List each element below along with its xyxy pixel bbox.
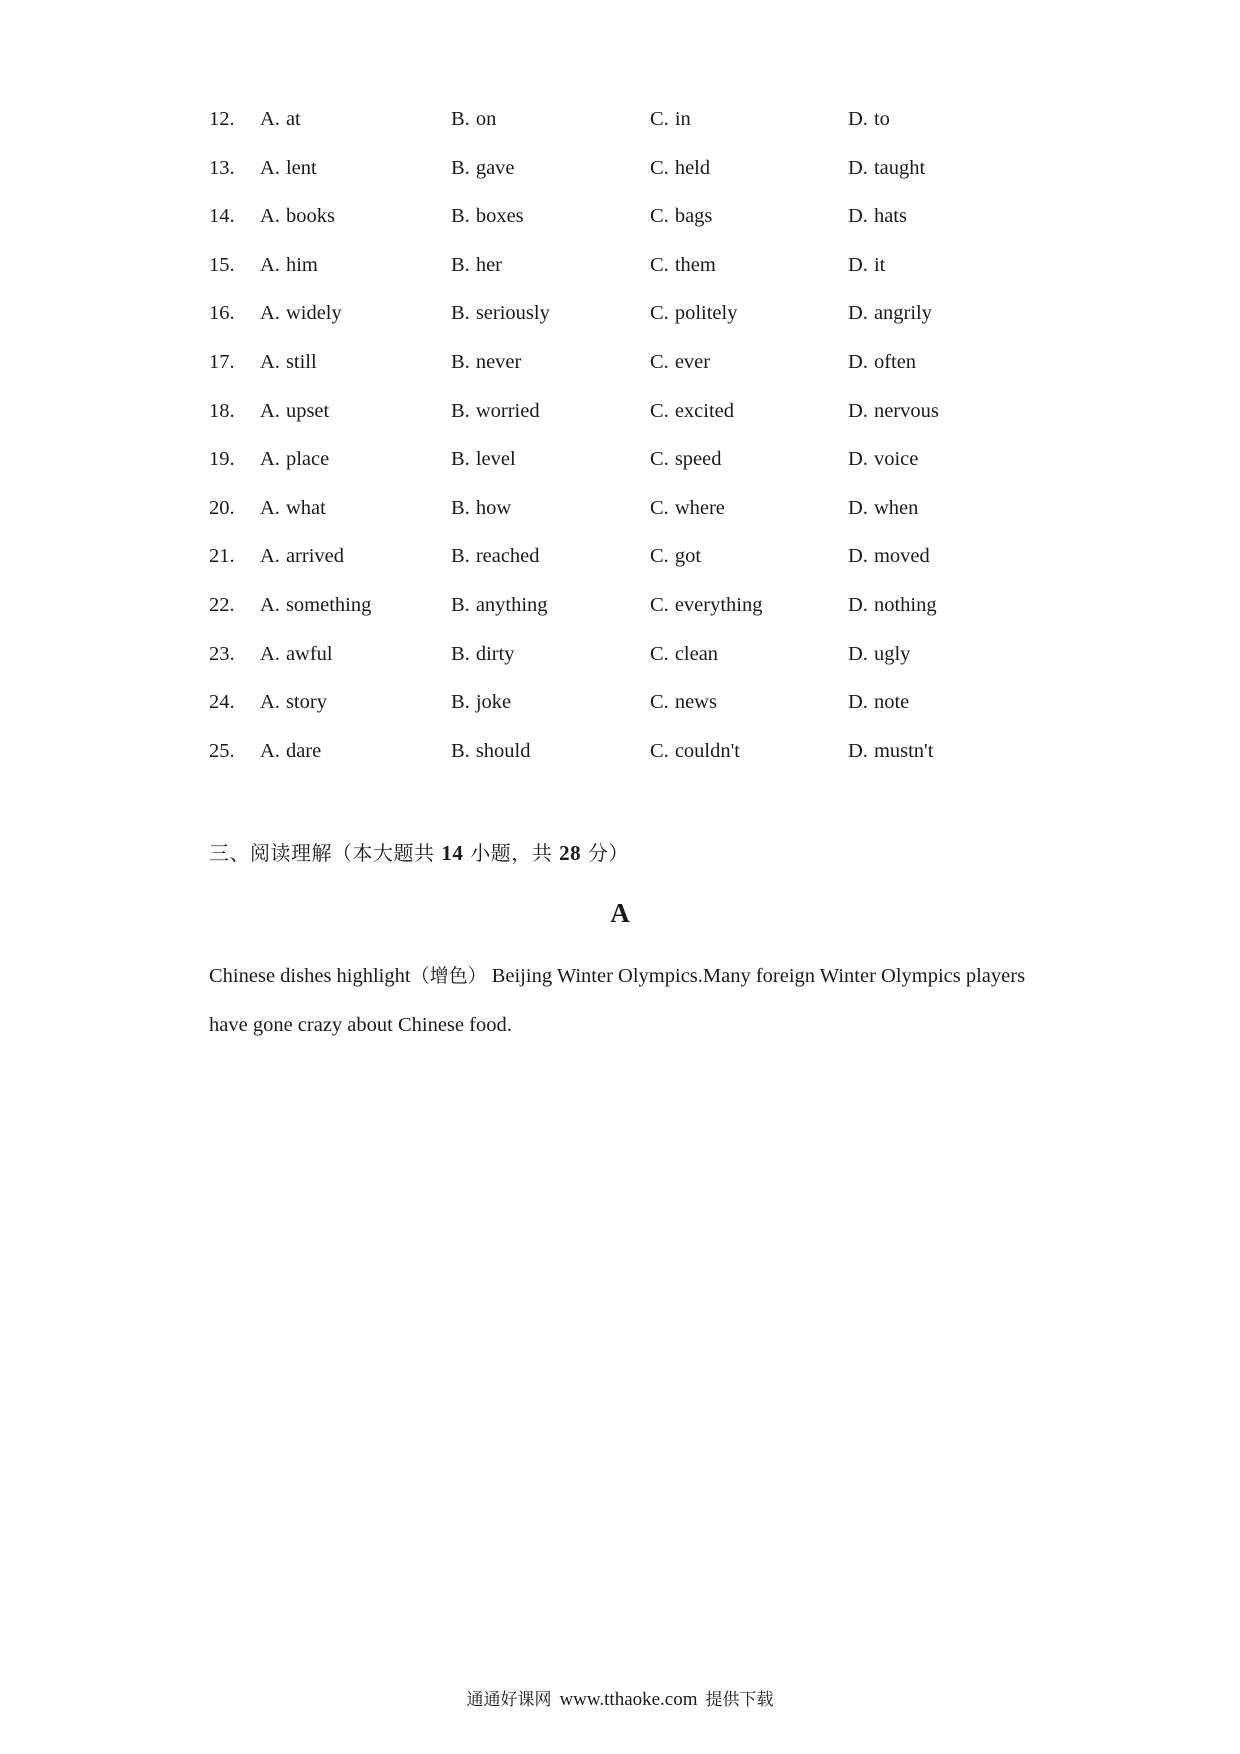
option-text: place (285, 448, 330, 471)
footer (0, 1687, 1240, 1713)
option-text: widely (285, 302, 342, 325)
question-number: 20. (209, 496, 235, 519)
option-text: them (674, 253, 716, 276)
question-row (209, 104, 1029, 134)
question-row (209, 736, 1029, 766)
option-letter: D. (848, 108, 868, 130)
option-text: often (873, 351, 917, 373)
option-text: voice (873, 448, 919, 471)
option-letter: A. (260, 496, 280, 519)
passage-part2: Beijing Winter Olympics.Many foreign Winter Olympics players have gone crazy about Chinese food. (209, 965, 1026, 1036)
question-number: 22. (209, 594, 235, 616)
option-text: speed (674, 448, 722, 471)
section-score: 28 (559, 841, 582, 865)
option-text: her (475, 253, 502, 276)
option-letter: A. (260, 545, 280, 568)
option-a (260, 396, 329, 426)
option-text: it (873, 253, 886, 276)
option-d (848, 396, 939, 426)
question-row (209, 687, 1029, 717)
option-b (451, 639, 515, 669)
option-text: bags (674, 205, 713, 228)
option-text: politely (674, 302, 738, 325)
option-text: angrily (873, 302, 933, 325)
question-row (209, 590, 1029, 620)
question-row (209, 541, 1029, 571)
option-letter: C. (650, 545, 669, 568)
option-text: news (674, 691, 717, 714)
option-letter: A. (260, 739, 280, 762)
option-letter: B. (451, 545, 470, 568)
option-letter: C. (650, 205, 669, 228)
option-letter: B. (451, 739, 470, 762)
option-letter: D. (848, 253, 868, 276)
question-number: 19. (209, 448, 235, 471)
option-letter: D. (848, 642, 868, 665)
option-d (848, 736, 933, 766)
option-letter: D. (848, 545, 868, 568)
question-row (209, 493, 1029, 523)
question-number: 24. (209, 691, 235, 714)
option-letter: B. (451, 691, 470, 714)
option-d (848, 298, 932, 328)
option-letter: B. (451, 496, 470, 519)
option-b (451, 396, 540, 426)
question-row (209, 250, 1029, 280)
option-b (451, 736, 531, 766)
option-letter: C. (650, 642, 669, 665)
option-a (260, 590, 371, 620)
option-letter: C. (650, 253, 669, 276)
option-d (848, 493, 918, 523)
option-c (650, 493, 725, 523)
option-b (451, 250, 502, 280)
option-text: where (674, 496, 725, 519)
option-b (451, 201, 524, 231)
option-text: dirty (475, 642, 515, 665)
option-letter: C. (650, 594, 669, 616)
passage-part1: Chinese dishes highlight (209, 965, 411, 987)
option-b (451, 541, 540, 571)
option-text: joke (475, 691, 512, 714)
option-d (848, 444, 918, 474)
option-text: ever (674, 351, 711, 373)
option-text: held (674, 156, 711, 179)
question-row (209, 347, 1029, 377)
option-letter: D. (848, 594, 868, 616)
option-c (650, 347, 710, 377)
option-letter: A. (260, 156, 280, 179)
option-letter: D. (848, 448, 868, 471)
option-text: couldn't (674, 739, 740, 762)
option-text: mustn't (873, 739, 934, 762)
option-a (260, 153, 317, 183)
option-text: hats (873, 205, 907, 228)
option-a (260, 493, 326, 523)
question-number: 21. (209, 545, 235, 568)
option-b (451, 104, 496, 134)
option-text: nothing (873, 594, 937, 616)
question-number: 17. (209, 351, 235, 373)
option-c (650, 250, 716, 280)
option-letter: D. (848, 691, 868, 714)
passage-title: A (610, 898, 630, 928)
option-letter: B. (451, 642, 470, 665)
option-b (451, 590, 548, 620)
option-a (260, 347, 317, 377)
option-text: something (285, 594, 372, 616)
question-number: 18. (209, 399, 235, 422)
option-c (650, 201, 712, 231)
option-a (260, 639, 333, 669)
option-letter: A. (260, 399, 280, 422)
option-letter: D. (848, 739, 868, 762)
question-row (209, 444, 1029, 474)
question-number: 25. (209, 739, 235, 762)
option-c (650, 444, 722, 474)
option-c (650, 590, 762, 620)
footer-suffix: 提供下载 (705, 1690, 774, 1710)
option-c (650, 541, 701, 571)
passage-text (209, 952, 1039, 1050)
option-text: upset (285, 399, 330, 422)
option-letter: C. (650, 156, 669, 179)
option-text: when (873, 496, 919, 519)
option-d (848, 639, 910, 669)
footer-site-name: 通通好课网 (466, 1690, 552, 1710)
option-c (650, 104, 691, 134)
option-letter: B. (451, 253, 470, 276)
option-text: story (285, 691, 327, 714)
question-number: 23. (209, 642, 235, 665)
question-number: 12. (209, 108, 235, 130)
option-c (650, 153, 710, 183)
question-row (209, 639, 1029, 669)
option-letter: C. (650, 351, 669, 373)
option-letter: B. (451, 108, 470, 130)
option-c (650, 687, 717, 717)
option-letter: B. (451, 448, 470, 471)
option-a (260, 687, 327, 717)
option-d (848, 201, 907, 231)
option-letter: A. (260, 448, 280, 471)
option-text: reached (475, 545, 540, 568)
option-letter: C. (650, 399, 669, 422)
option-text: taught (873, 156, 926, 179)
option-text: books (285, 205, 335, 228)
option-a (260, 250, 318, 280)
footer-url[interactable]: www.tthaoke.com (559, 1689, 698, 1710)
question-row (209, 396, 1029, 426)
option-text: arrived (285, 545, 344, 568)
section-heading-prefix: 三、阅读理解（本大题共 (209, 841, 442, 865)
option-text: lent (285, 156, 317, 179)
option-text: seriously (475, 302, 550, 325)
section-heading-suffix: 分） (581, 841, 629, 865)
option-b (451, 444, 516, 474)
option-text: awful (285, 642, 333, 665)
option-d (848, 687, 909, 717)
question-row (209, 201, 1029, 231)
section-heading-middle: 小题，共 (463, 841, 560, 865)
option-letter: D. (848, 302, 868, 325)
option-text: level (475, 448, 516, 471)
option-letter: A. (260, 351, 280, 373)
option-d (848, 590, 937, 620)
option-d (848, 250, 885, 280)
option-a (260, 736, 321, 766)
option-letter: D. (848, 351, 868, 373)
option-text: got (674, 545, 702, 568)
option-b (451, 347, 521, 377)
option-text: on (475, 108, 497, 130)
question-number: 15. (209, 253, 235, 276)
option-letter: D. (848, 156, 868, 179)
question-number: 14. (209, 205, 235, 228)
option-a (260, 201, 335, 231)
option-letter: A. (260, 205, 280, 228)
option-text: him (285, 253, 318, 276)
option-c (650, 396, 734, 426)
option-letter: B. (451, 399, 470, 422)
option-c (650, 736, 740, 766)
option-a (260, 541, 344, 571)
question-number: 16. (209, 302, 235, 325)
option-d (848, 153, 925, 183)
option-text: everything (674, 594, 763, 616)
option-a (260, 104, 301, 134)
option-b (451, 298, 550, 328)
option-b (451, 687, 511, 717)
section-question-count: 14 (441, 841, 464, 865)
option-d (848, 347, 916, 377)
option-text: should (475, 739, 531, 762)
option-text: to (873, 108, 890, 130)
option-letter: B. (451, 351, 470, 373)
option-letter: A. (260, 691, 280, 714)
option-letter: C. (650, 448, 669, 471)
option-text: what (285, 496, 326, 519)
option-text: at (285, 108, 301, 130)
question-row (209, 298, 1029, 328)
option-letter: B. (451, 156, 470, 179)
option-b (451, 493, 511, 523)
option-text: gave (475, 156, 515, 179)
option-letter: B. (451, 594, 470, 616)
option-text: dare (285, 739, 322, 762)
option-letter: D. (848, 399, 868, 422)
option-text: worried (475, 399, 540, 422)
option-letter: A. (260, 642, 280, 665)
option-text: note (873, 691, 910, 714)
option-a (260, 298, 342, 328)
option-text: ugly (873, 642, 911, 665)
option-d (848, 104, 890, 134)
option-text: boxes (475, 205, 524, 228)
option-text: anything (475, 594, 548, 616)
option-letter: A. (260, 253, 280, 276)
question-row (209, 153, 1029, 183)
section-heading (209, 838, 629, 868)
option-text: never (475, 351, 522, 373)
option-c (650, 298, 737, 328)
option-letter: B. (451, 302, 470, 325)
option-text: excited (674, 399, 735, 422)
option-text: moved (873, 545, 930, 568)
question-number: 13. (209, 156, 235, 179)
option-d (848, 541, 930, 571)
option-letter: A. (260, 594, 280, 616)
option-letter: C. (650, 739, 669, 762)
option-text: in (674, 108, 691, 130)
option-letter: C. (650, 302, 669, 325)
option-a (260, 444, 329, 474)
option-text: nervous (873, 399, 939, 422)
option-letter: C. (650, 691, 669, 714)
option-letter: D. (848, 205, 868, 228)
option-text: clean (674, 642, 719, 665)
passage-annotation: （增色） (410, 965, 487, 987)
option-letter: A. (260, 108, 280, 130)
option-text: how (475, 496, 512, 519)
option-b (451, 153, 515, 183)
option-letter: C. (650, 108, 669, 130)
option-letter: D. (848, 496, 868, 519)
option-letter: A. (260, 302, 280, 325)
option-letter: B. (451, 205, 470, 228)
option-letter: C. (650, 496, 669, 519)
option-c (650, 639, 718, 669)
option-text: still (285, 351, 317, 373)
